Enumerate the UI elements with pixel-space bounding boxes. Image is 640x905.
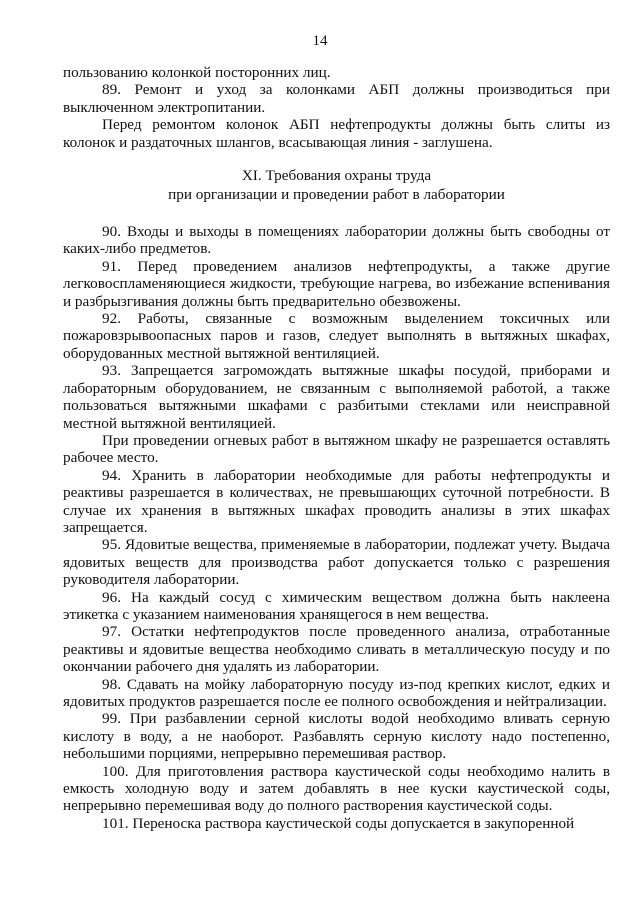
- section-heading: [63, 166, 610, 204]
- paragraph-99: 99. При разбавлении серной кислоты водой необходимо вливать серную кислоту в воду, а не наоборот. Разбавлять серную кислоту надо постепенно, небольшими порциями, непрерывно перемешивая раствор.: [63, 710, 610, 763]
- paragraph-98: 98. Сдавать на мойку лабораторную посуду из-под крепких кислот, едких и ядовитых продуктов разрешается после ее полного освобождения и нейтрализации.: [63, 675, 610, 710]
- paragraph-101: 101. Переноска раствора каустической соды допускается в закупоренной: [102, 814, 575, 832]
- paragraph-89: 89. Ремонт и уход за колонками АБП должны производиться при выключенном электропитании.: [63, 81, 610, 116]
- paragraph-97: 97. Остатки нефтепродуктов после проведенного анализа, отработанные реактивы и ядовитые вещества необходимо сливать в металлическую посуду и по окончании рабочего дня удалять из лаборатории.: [63, 623, 610, 676]
- paragraph-92: 92. Работы, связанные с возможным выделением токсичных или пожаровзрывоопасных паров и газов, следует выполнять в вытяжных шкафах, оборудованных местной вытяжной вентиляцией.: [63, 310, 610, 362]
- paragraph-89-repair-note: Перед ремонтом колонок АБП нефтепродукты должны быть слиты из колонок и раздаточных шлангов, всасывающая линия - заглушена.: [63, 116, 610, 151]
- paragraph-91: 91. Перед проведением анализов нефтепродукты, а также другие легковоспламеняющиеся жидкости, требующие нагрева, во избежание вспенивания и разбрызгивания должны быть предварительно обезвожены.: [63, 257, 610, 310]
- paragraph-95: 95. Ядовитые вещества, применяемые в лаборатории, подлежат учету. Выдача ядовитых веществ для производства работ допускается только с разрешения руководителя лаборатории.: [63, 536, 610, 589]
- paragraph-94: 94. Хранить в лаборатории необходимые для работы нефтепродукты и реактивы разрешается в количествах, не превышающих суточной потребности. В случае их хранения в вытяжных шкафах проводить анализы в этих шкафах запрещается.: [63, 466, 610, 536]
- section-title-line-1: XI. Требования охраны труда: [241, 167, 432, 185]
- paragraph-93-fire-work-note: При проведении огневых работ в вытяжном шкафу не разрешается оставлять рабочее место.: [63, 431, 610, 467]
- paragraph-90: 90. Входы и выходы в помещениях лаборатории должны быть свободны от каких-либо предметов.: [63, 223, 610, 258]
- section-title-line-2: при организации и проведении работ в лаборатории: [168, 186, 505, 204]
- paragraph-100: 100. Для приготовления раствора каустической соды необходимо налить в емкость холодную воду и затем добавлять в нее куски каустической соды, непрерывно перемешивая воду до полного растворения каустической соды.: [63, 762, 610, 815]
- paragraph-continuation: пользованию колонкой посторонних лиц.: [63, 64, 331, 81]
- paragraph-93: 93. Запрещается загромождать вытяжные шкафы посудой, приборами и лабораторным оборудованием, не связанным с выполняемой работой, а также пользоваться вытяжными шкафами с разбитыми стеклами или неисправной местной вытяжной вентиляцией.: [63, 362, 610, 432]
- paragraph-96: 96. На каждый сосуд с химическим веществом должна быть наклеена этикетка с указанием наименования хранящегося в нем вещества.: [63, 588, 610, 623]
- page-number: 14: [312, 33, 328, 49]
- document-body: [63, 64, 610, 832]
